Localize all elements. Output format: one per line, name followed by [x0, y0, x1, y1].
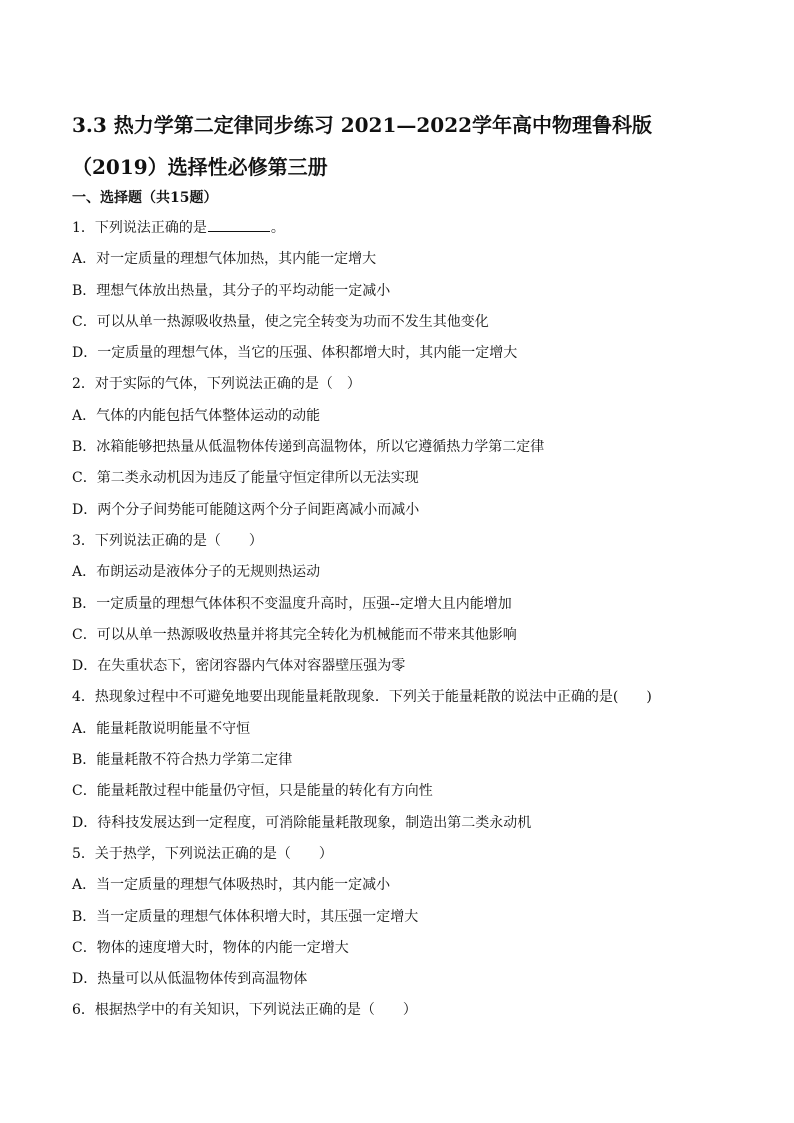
question-stem-4: 4．热现象过程中不可避免地要出现能量耗散现象．下列关于能量耗散的说法中正确的是( ) — [72, 689, 652, 706]
option-1-d: D．一定质量的理想气体，当它的压强、体积都增大时，其内能一定增大 — [72, 345, 518, 362]
question-stem-1-end: 。 — [270, 220, 285, 236]
option-4-d: D．待科技发展达到一定程度，可消除能量耗散现象，制造出第二类永动机 — [72, 814, 532, 831]
question-stem-5: 5．关于热学，下列说法正确的是（ ） — [72, 845, 333, 862]
option-1-c: C．可以从单一热源吸收热量，使之完全转变为功而不发生其他变化 — [72, 313, 489, 330]
question-stem-6: 6．根据热学中的有关知识，下列说法正确的是（ ） — [72, 1002, 417, 1019]
option-1-a: A．对一定质量的理想气体加热，其内能一定增大 — [72, 251, 377, 268]
option-2-c: C．第二类永动机因为违反了能量守恒定律所以无法实现 — [72, 470, 419, 487]
question-stem-3: 3．下列说法正确的是（ ） — [72, 532, 263, 549]
option-3-b: B．一定质量的理想气体体积不变温度升高时，压强--定增大且内能增加 — [72, 595, 512, 612]
option-5-b: B．当一定质量的理想气体体积增大时，其压强一定增大 — [72, 908, 419, 925]
section-heading: 一、选择题（共15题） — [72, 190, 218, 206]
question-stem-2: 2．对于实际的气体，下列说法正确的是（ ） — [72, 376, 361, 393]
title-line-1: 3.3 热力学第二定律同步练习 2021—2022学年高中物理鲁科版 — [72, 113, 653, 137]
option-3-d: D．在失重状态下，密闭容器内气体对容器壁压强为零 — [72, 658, 406, 675]
option-2-d: D．两个分子间势能可能随这两个分子间距离减小而减小 — [72, 501, 420, 518]
option-4-a: A．能量耗散说明能量不守恒 — [72, 720, 251, 737]
answer-blank — [208, 217, 270, 232]
question-stem-1-text: 1．下列说法正确的是 — [72, 220, 207, 236]
option-3-a: A．布朗运动是液体分子的无规则热运动 — [72, 564, 321, 581]
option-4-c: C．能量耗散过程中能量仍守恒，只是能量的转化有方向性 — [72, 783, 433, 800]
option-3-c: C．可以从单一热源吸收热量并将其完全转化为机械能而不带来其他影响 — [72, 626, 517, 643]
option-5-d: D．热量可以从低温物体传到高温物体 — [72, 971, 308, 988]
option-5-a: A．当一定质量的理想气体吸热时，其内能一定减小 — [72, 877, 391, 894]
option-1-b: B．理想气体放出热量，其分子的平均动能一定减小 — [72, 282, 391, 299]
title-line-2: （2019）选择性必修第三册 — [72, 155, 328, 179]
option-4-b: B．能量耗散不符合热力学第二定律 — [72, 752, 293, 769]
document-title — [72, 104, 732, 188]
question-stem-1 — [72, 215, 732, 246]
option-2-b: B．冰箱能够把热量从低温物体传递到高温物体，所以它遵循热力学第二定律 — [72, 439, 545, 456]
question-list — [72, 215, 732, 1029]
option-5-c: C．物体的速度增大时，物体的内能一定增大 — [72, 939, 349, 956]
option-2-a: A．气体的内能包括气体整体运动的动能 — [72, 407, 321, 424]
